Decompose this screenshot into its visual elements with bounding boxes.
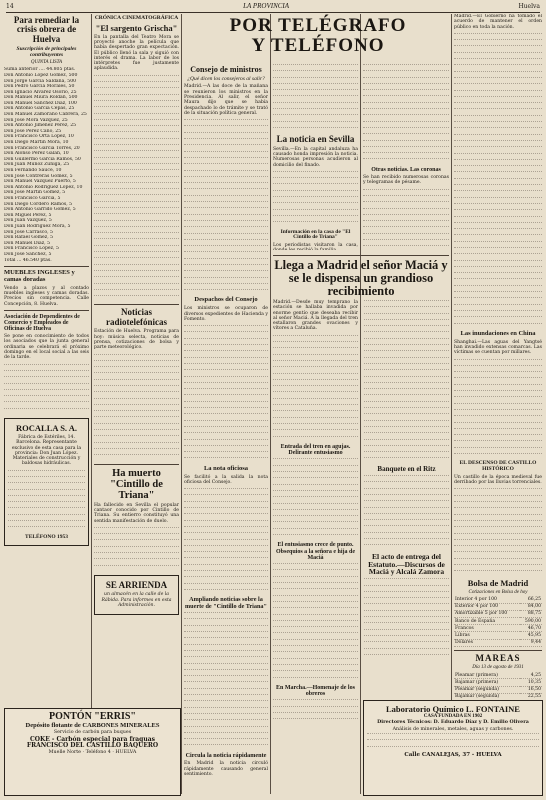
rent-ad-title: SE ARRIENDA: [105, 579, 168, 590]
ponton-ad-line-1: Servicio de carbón para buques: [53, 730, 132, 735]
list-item: Don Jose Sanchez, 5: [4, 251, 52, 257]
list-item: Don Pedro García Morales, 50: [4, 84, 75, 90]
seville-body: Sevilla.—En la capital andaluza ha causado honda impresión la noticia. Numerosas personas acudieron al domicilio del finado.: [273, 146, 358, 168]
column-3: [184, 64, 268, 800]
divider: [94, 304, 179, 305]
column-6: [454, 14, 542, 704]
association-headline: Asociación de Dependientes de Comercio y Empleados de Oficinas de Huelva: [4, 313, 80, 333]
table-cell-value: 10,35: [520, 679, 542, 686]
ministers-body: Madrid.—A las doce de la mañana se reunieron los ministros en la Presidencia. Al salir, el señor Maura dijo que se había despachado lo de trámite y se trató de la situación política general.: [184, 84, 268, 116]
list-item: Don Diego Martín Mora, 10: [4, 140, 69, 146]
table-cell-value: 66,25: [520, 597, 542, 604]
table-row: [454, 639, 542, 646]
table-cell-value: 16,50: [520, 686, 542, 693]
bolsa-headline: Bolsa de Madrid: [467, 577, 529, 588]
table-row: [454, 679, 542, 686]
city-name: Huelva: [518, 2, 540, 10]
rent-ad-body: un almacén en la calle de la Rábida. Para informes en esta Administración.: [101, 592, 172, 608]
rocalla-ad-body: Fábrica de Estériles, 14. Barcelona. Representante exclusivo de esta casa para la provincia: Don Juan López. Materiales de construcción y baldosas hidráulicas.: [11, 434, 82, 467]
note-headline: La nota oficiosa: [203, 464, 249, 472]
table-cell-label: Amortizable 5 por 100: [454, 610, 520, 617]
text-lines: [184, 612, 268, 751]
column-1: [4, 14, 89, 704]
text-lines: [273, 335, 358, 442]
list-item: Don Fernando Sauce, 10: [4, 168, 62, 173]
column-rule: [270, 14, 271, 794]
telegraph-banner: [187, 16, 449, 60]
text-lines: [363, 189, 449, 250]
table-row: [454, 618, 542, 625]
note-body: Se facilitó a la salida la nota oficiosa del Consejo.: [184, 474, 268, 485]
association-body: Se pone en conocimiento de todos los asociados que la junta general ordinaria se celebrará el próximo domingo en el local social a las seis de la tarde.: [4, 334, 89, 361]
list-item: Don Manuel Zamorano Cabrera, 25: [4, 112, 87, 118]
ponton-ad-line-3: FRANCISCO DEL CASTILLO BAQUERO: [26, 742, 159, 750]
table-row: [454, 610, 542, 617]
ponton-ad-line-2: COKE - Carbón especial para fraguas: [29, 735, 155, 743]
rocalla-ad: [4, 418, 89, 546]
column-4: [273, 64, 358, 250]
workers-headline: En Marcha.—Homenaje de los obreros: [276, 684, 355, 698]
china-headline: Las inundaciones en China: [460, 329, 536, 337]
list-item: Don Manuel Sánchez Díaz, 100: [4, 100, 77, 106]
rocalla-ad-title: ROCALLA S. A.: [16, 423, 77, 433]
text-lines: [184, 119, 268, 295]
macia-column-right: [364, 300, 449, 725]
text-lines: [364, 300, 449, 464]
furniture-body: Vendo a plazos y al contado muebles ingleses y camas doradas. Precios sin competencia. Calle Concepción, 8. Huelva.: [4, 285, 89, 307]
divider: [94, 464, 179, 465]
table-row: [454, 632, 542, 639]
rent-ad: [94, 575, 179, 615]
laboratory-ad-line-3: Calle CANALEJAS, 37 - HUELVA: [404, 752, 502, 759]
statute-headline: El acto de entrega del Estatuto.—Discursos de Maciá y Alcalá Zamora: [368, 551, 445, 577]
ponton-ad-line-4: Muelle Norte · Teléfono 4 · HUELVA: [48, 749, 137, 755]
house-info-headline: Información en la casa de "El Cintillo de Triana": [280, 228, 351, 241]
list-item: Don Manuel Miura Roldan, 500: [4, 95, 78, 101]
table-cell-label: Banco de España: [454, 618, 520, 625]
divider: [273, 255, 449, 256]
divider: [4, 266, 89, 267]
ponton-ad-title: PONTÓN "ERRIS": [49, 711, 136, 722]
circulation-body: En Madrid la noticia circuló rápidamente causando general sentimiento.: [184, 761, 268, 777]
cinema-headline: "El sargento Grischa": [95, 22, 178, 33]
table-cell-value: 46,70: [520, 625, 542, 632]
table-cell-label: Pleamar (segunda): [454, 686, 520, 693]
list-item: Don Francisco Orta Lopez, 10: [4, 134, 74, 140]
newspaper-name: LA PROVINCIA: [243, 2, 290, 10]
macia-body: Madrid.—Desde muy temprano la estación se hallaba invadida por enorme gentío que deseaba recibir al señor Maciá. A la llegada del tren estallaron grandes ovaciones y vítores a Cataluña.: [273, 300, 358, 332]
table-cell-label: Bajamar (segunda): [454, 693, 520, 700]
list-item: Don José Carrasco, 5: [4, 229, 53, 235]
column-2: [94, 14, 179, 639]
list-item: Don Francisco Garcia, 5: [4, 195, 61, 201]
list-item: Don Alonso Pérez Galán, 10: [4, 151, 69, 157]
ministers-headline: Consejo de ministros: [190, 65, 262, 74]
rocalla-ad-phone: TELÉFONO 1953: [25, 533, 68, 540]
table-cell-value: 9,44: [520, 639, 542, 646]
crisis-headline: Para remediar la crisis obrera de Huelva: [13, 15, 80, 44]
text-lines: [94, 527, 179, 571]
castle-body: Un castillo de la época medieval fue derribado por las lluvias torrenciales.: [454, 474, 542, 486]
tides-headline: MAREAS: [475, 652, 521, 663]
list-item: Don Rafael Gomez, 5: [4, 235, 54, 241]
laboratory-ad-line-2: Análisis de minerales, metales, aguas y carbones.: [392, 726, 514, 732]
order-body: Madrid.—El Gobierno ha tomado el acuerdo de mantener el orden público en toda la nación.: [454, 14, 542, 30]
list-item: Don Miguel Perez, 5: [4, 212, 52, 218]
house-info-body: Los periodistas visitaron la casa,: [273, 243, 358, 249]
text-lines: [273, 64, 358, 133]
page-number: 14: [6, 2, 14, 10]
table-cell-label: Libras: [454, 632, 520, 639]
text-lines: [4, 364, 89, 414]
list-item: Don Manuel Díaz, 5: [4, 240, 51, 246]
list-item: Don José Contreras Gomez, 5: [4, 173, 73, 179]
circulation-headline: Circula la noticia rápidamente: [185, 751, 267, 759]
macia-columns: [273, 300, 449, 725]
laboratory-ad-line-1: Directores Técnicos: D. Eduardo Díaz y D. Emilio Olivera: [377, 719, 529, 725]
expanding-news-headline: Ampliando noticias sobre la muerte de "Cintillo de Triana": [185, 596, 267, 610]
ponton-ad: [4, 708, 181, 796]
crisis-subheadline: Suscripción de principales contribuyentes: [16, 46, 77, 59]
text-lines: [273, 699, 358, 724]
table-cell-value: 22,55: [520, 693, 542, 700]
table-cell-label: Dólares: [454, 639, 520, 646]
text-lines: [364, 578, 449, 660]
list-item: Don Antonio Rodriguez Lopez, 10: [4, 184, 83, 190]
cintillo-body: Ha fallecido en Sevilla el popular cantaor conocido por Cintillo de Triana. Su entierro constituyó una sentida manifestación de duelo.: [94, 502, 179, 524]
cinema-section-title: CRÓNICA CINEMATOGRÁFICA: [94, 15, 179, 21]
table-cell-label: Pleamar (primera): [454, 672, 520, 679]
list-item: Don Juan Muñoz Zuñiga, 25: [4, 162, 70, 168]
radio-headline: Noticias radiotelefónicas: [106, 307, 167, 327]
table-cell-value: 4,25: [520, 672, 542, 679]
macia-column-left: [273, 300, 358, 725]
table-cell-label: Interior 4 por 100: [454, 597, 520, 604]
list-item: Don Guillermo Garcia Ramos, 50: [4, 156, 81, 162]
divider: [4, 310, 89, 311]
table-row: [454, 672, 542, 679]
list-item: Don José Martin Gomez, 5: [4, 190, 66, 196]
seville-headline: La noticia en Sevilla: [276, 134, 355, 145]
text-lines: [454, 488, 542, 576]
table-row: [454, 625, 542, 632]
text-lines: [454, 359, 542, 460]
list-item: Don Ignacio Alvarez Osorio, 25: [4, 89, 77, 95]
text-lines: [273, 563, 358, 683]
banner-line-2: Y TELÉFONO: [251, 35, 385, 56]
masthead: [6, 0, 540, 13]
column-rule: [451, 14, 452, 794]
table-cell-value: 88,75: [520, 610, 542, 617]
list-item: Don Antonio Garrido Gomez, 5: [4, 207, 76, 213]
tides-caption: Día 13 de agosto de 1931: [472, 665, 524, 671]
list-item: Don Antonio Jimenez Perez, 25: [4, 123, 77, 129]
list-item: Don Juan Vazquez, 5: [4, 218, 52, 224]
text-lines: [184, 488, 268, 595]
table-row: [454, 686, 542, 693]
table-cell-label: Exterior 4 por 100: [454, 603, 520, 610]
crowns-body: Se han recibido numerosas coronas y telegramas de pésame.: [363, 175, 449, 186]
list-item: Don Diego Cordero Ramos, 5: [4, 201, 73, 207]
cinema-body: En la pantalla del Teatro Mora se proyectó anoche la película que había despertado gran expectación. El público llenó la sala y siguió con interés el drama. La labor de los intérpretes fue justamente aplaudida.: [94, 34, 179, 72]
text-lines: [94, 354, 179, 461]
gifts-headline: El entusiasmo crece de punto. Obsequios a la señora e hija de Maciá: [275, 542, 355, 561]
list-item: Don Francisco García Torres, 20: [4, 145, 80, 151]
cintillo-headline: Ha muerto "Cintillo de Triana": [110, 467, 163, 501]
ministers-subheadline: ¿Qué dicen los consejeros al salir?: [187, 76, 265, 83]
bolsa-table: [454, 597, 542, 647]
column-5: [363, 64, 449, 250]
council-headline: Despachos del Consejo: [194, 296, 258, 304]
table-cell-label: Francos: [454, 625, 520, 632]
text-lines: [94, 75, 179, 302]
list-item: Don José Perez Cano, 25: [4, 128, 62, 134]
column-rule: [91, 14, 92, 794]
contributors-list: [4, 67, 89, 263]
text-lines: [363, 64, 449, 165]
castle-headline: EL DESCENSO DE CASTILLO HISTÓRICO: [459, 460, 537, 473]
table-row: [454, 597, 542, 604]
text-lines: [273, 171, 358, 228]
text-lines: [8, 470, 85, 533]
text-lines: [364, 475, 449, 551]
list-item: Total ... 46.540 ptas.: [4, 257, 52, 263]
list-item: Don Jose Mora Vazquez, 25: [4, 117, 68, 123]
list-item: Don Antonio Garcia Cepas, 25: [4, 106, 75, 112]
radio-body: Estación de Huelva. Programa para hoy: música selecta, noticias de prensa, cotizaciones de bolsa y parte meteorológico.: [94, 329, 179, 351]
bolsa-caption: Cotizaciones en Bolsa de hoy: [468, 589, 528, 595]
china-body: Shanghai.—Las aguas del Yangtsé han invadido extensas comarcas. Las víctimas se cuentan por millares.: [454, 339, 542, 356]
list-heading: QUINTA LISTA: [30, 60, 63, 66]
list-item: Don Francisco Lopez, 5: [4, 246, 59, 252]
tides-table: [454, 672, 542, 701]
list-item: Don Jorge García Saldaña, 500: [4, 78, 77, 84]
list-item: Don Juan Rodríguez Mora, 5: [4, 223, 71, 229]
laboratory-ad: [363, 700, 543, 796]
ponton-ad-subtitle: Depósito flotante de CARBONES MINERALES: [25, 722, 160, 729]
macia-headline: Llega a Madrid el señor Maciá y se le dispensa un grandioso recibimiento: [274, 258, 448, 298]
text-lines: [367, 733, 539, 752]
table-cell-value: 590,00: [520, 618, 542, 625]
crowns-headline: Otras noticias. Las coronas: [371, 166, 441, 173]
divider: [454, 650, 542, 651]
table-cell-value: 45,95: [520, 632, 542, 639]
banner-line-1: POR TELÉGRAFO: [229, 15, 407, 36]
table-row: [454, 603, 542, 610]
text-lines: [184, 325, 268, 464]
furniture-headline: MUEBLES INGLESES y camas doradas: [4, 269, 75, 283]
ritz-headline: Banquete en el Ritz: [377, 464, 436, 473]
list-item: Don Antonio Lopez Gomez, 500: [4, 72, 78, 78]
column-rule: [181, 14, 182, 794]
list-item: Suma anterior .... 44.805 ptas.: [4, 67, 76, 73]
laboratory-ad-subtitle: CASA FUNDADA EN 1902: [423, 714, 483, 719]
train-headline: Entrada del tren en agujas. Delirante entusiasmo: [280, 443, 351, 457]
table-cell-value: 84,00: [520, 603, 542, 610]
text-lines: [454, 33, 542, 329]
list-item: Don Manuel Vazquez Puerto, 5: [4, 179, 76, 185]
table-cell-label: Bajamar (primera): [454, 679, 520, 686]
text-lines: [273, 458, 358, 540]
council-body: Los ministros se ocuparon de diversos expedientes de Hacienda y Fomento.: [184, 306, 268, 322]
laboratory-ad-title: Laboratorio Químico L. FONTAINE: [386, 704, 520, 714]
